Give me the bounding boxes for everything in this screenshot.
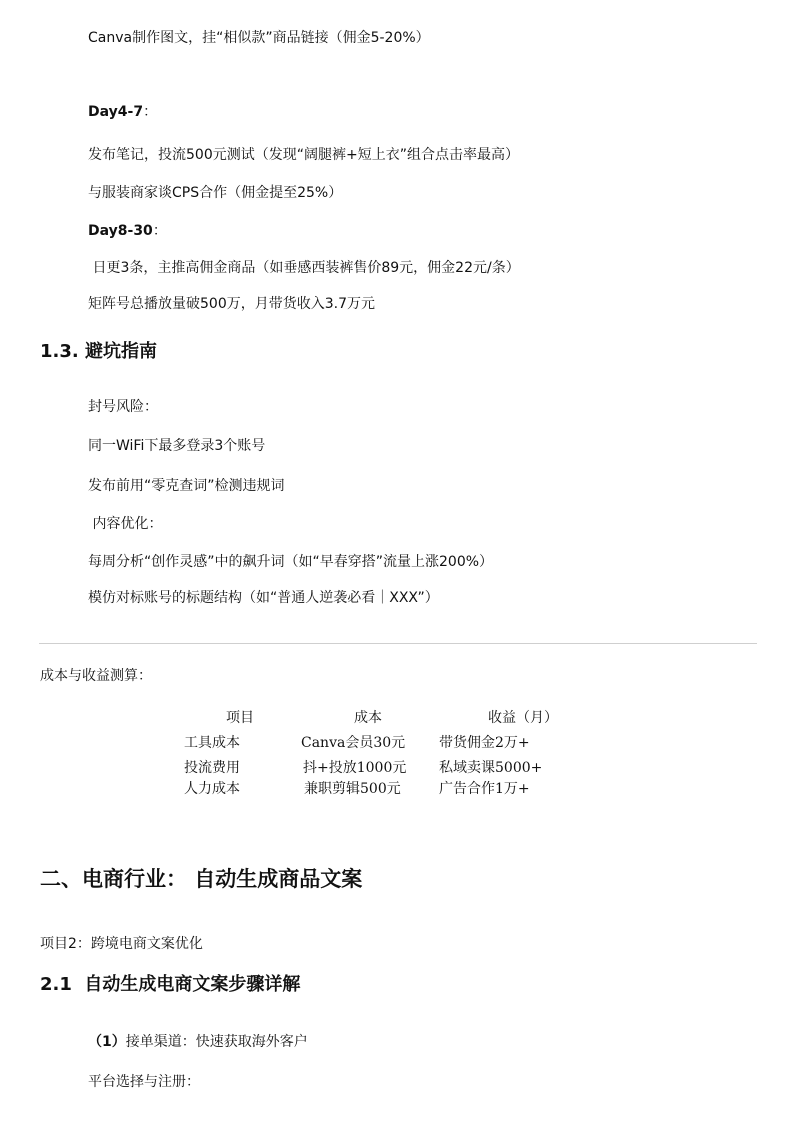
day8-30-text: Day8-30: [88, 223, 153, 239]
list-item: 日更3条，主推高佣金商品（如垂感西装裤售价89元，佣金22元/条）: [88, 260, 520, 276]
canva-line: Canva制作图文，挂“相似款”商品链接（佣金5-20%）: [88, 30, 430, 46]
step-1-text: 接单渠道：快速获取海外客户: [125, 1034, 308, 1050]
ban-risk-label: 封号风险：: [88, 399, 158, 415]
list-item: 发布笔记，投流500元测试（发现“阔腿裤+短上衣”组合点击率最高）: [88, 147, 519, 163]
cost-revenue-title: 成本与收益测算：: [40, 668, 152, 684]
table-header-cost: 成本: [354, 710, 382, 726]
list-item: 每周分析“创作灵感”中的飙升词（如“早春穿搭”流量上涨200%）: [88, 554, 494, 570]
table-header-revenue: 收益（月）: [488, 710, 558, 726]
day4-7-colon: ：: [143, 104, 158, 120]
list-item: 发布前用“零克查词”检测违规词: [88, 478, 285, 494]
list-item: 矩阵号总播放量破500万，月带货收入3.7万元: [88, 296, 375, 312]
table-cell: 广告合作1万+: [439, 781, 530, 797]
list-item: 与服装商家谈CPS合作（佣金提至25%）: [88, 185, 343, 201]
step-1-number: （1）: [88, 1034, 126, 1050]
step-1-line: [88, 1033, 308, 1051]
content-optimization-label: 内容优化：: [88, 516, 163, 532]
list-item: 模仿对标账号的标题结构（如“普通人逆袭必看｜XXX”）: [88, 590, 439, 606]
day4-7-label: [88, 103, 157, 121]
table-cell: 私域卖课5000+: [439, 760, 543, 776]
project-2-title: 项目2：跨境电商文案优化: [40, 936, 203, 952]
day8-30-label: [88, 222, 167, 240]
table-cell: 抖+投放1000元: [303, 760, 407, 776]
platform-selection-label: 平台选择与注册：: [88, 1074, 200, 1090]
section-heading-2-1: 2.1 自动生成电商文案步骤详解: [40, 974, 301, 995]
section-heading-1-3: 1.3. 避坑指南: [40, 341, 157, 362]
table-cell: 投流费用: [184, 760, 240, 776]
table-header-item: 项目: [226, 710, 254, 726]
table-cell: Canva会员30元: [301, 735, 406, 751]
day4-7-text: Day4-7: [88, 104, 144, 120]
table-cell: 工具成本: [184, 735, 240, 751]
table-cell: 兼职剪辑500元: [304, 781, 401, 797]
table-cell: 人力成本: [184, 781, 240, 797]
table-cell: 带货佣金2万+: [439, 735, 530, 751]
chapter-heading-2: 二、电商行业： 自动生成商品文案: [40, 867, 363, 891]
day8-30-colon: ：: [152, 223, 167, 239]
list-item: 同一WiFi下最多登录3个账号: [88, 438, 266, 454]
horizontal-divider: [39, 643, 757, 644]
